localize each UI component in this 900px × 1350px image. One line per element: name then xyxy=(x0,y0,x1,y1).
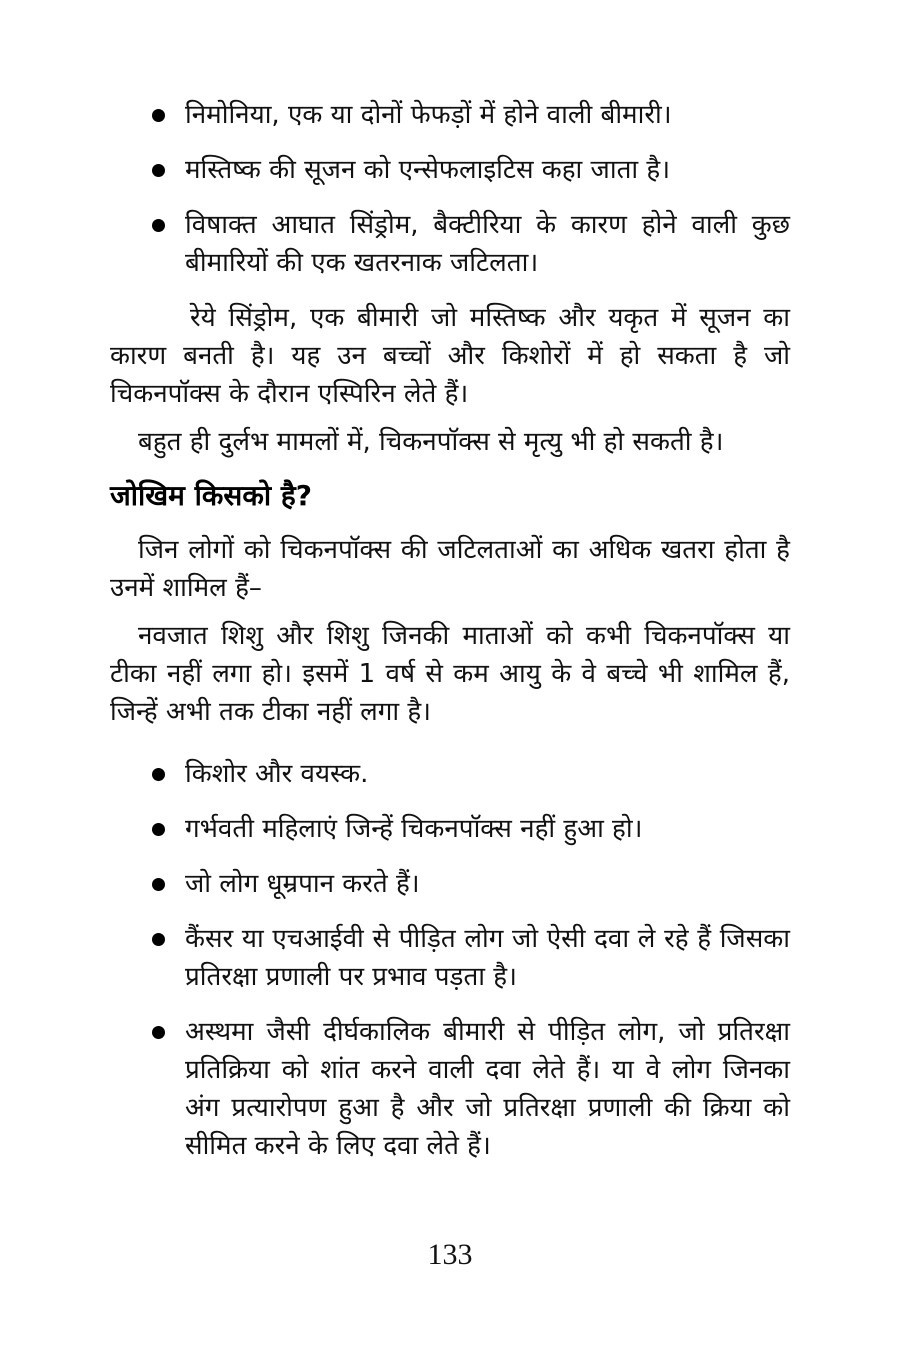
list-item xyxy=(110,1013,790,1165)
list-item xyxy=(110,865,790,903)
risk-groups-bullet-list xyxy=(110,755,790,1165)
paragraph-risk-intro: जिन लोगों को चिकनपॉक्स की जटिलताओं का अधिक खतरा होता है उनमें शामिल हैं– xyxy=(110,535,790,603)
list-item-text: निमोनिया, एक या दोनों फेफड़ों में होने वाली बीमारी। xyxy=(185,100,672,130)
page-number: 133 xyxy=(427,1238,473,1271)
bullet-icon xyxy=(152,933,165,946)
bullet-icon xyxy=(152,878,165,891)
bullet-icon xyxy=(152,1026,165,1039)
list-item-text: किशोर और वयस्क. xyxy=(185,759,369,789)
list-item xyxy=(110,206,790,282)
list-item-text: जो लोग धूम्रपान करते हैं। xyxy=(185,869,420,899)
list-item-text: अस्थमा जैसी दीर्घकालिक बीमारी से पीड़ित लोग, जो प्रतिरक्षा प्रतिक्रिया को शांत करने वाली दवा लेते हैं। या वे लोग जिनका अंग प्रत्यारोपण हुआ है और जो प्रतिरक्षा प्रणाली की क्रिया को सीमित करने के लिए दवा लेते हैं। xyxy=(185,1017,790,1161)
list-item xyxy=(110,755,790,793)
list-item xyxy=(110,151,790,189)
bullet-icon xyxy=(152,164,165,177)
list-item xyxy=(110,810,790,848)
complications-bullet-list xyxy=(110,96,790,282)
paragraph-reye-syndrome: रेये सिंड्रोम, एक बीमारी जो मस्तिष्क और यकृत में सूजन का कारण बनती है। यह उन बच्चों और किशोरों में हो सकता है जो चिकनपॉक्स के दौरान एस्पिरिन लेते हैं। xyxy=(110,303,790,409)
list-item xyxy=(110,96,790,134)
bullet-icon xyxy=(152,823,165,836)
bullet-icon xyxy=(152,109,165,122)
section-heading-risk: जोखिम किसको है? xyxy=(110,479,312,512)
list-item-text: कैंसर या एचआईवी से पीड़ित लोग जो ऐसी दवा ले रहे हैं जिसका प्रतिरक्षा प्रणाली पर प्रभाव पड़ता है। xyxy=(185,924,790,992)
list-item-text: गर्भवती महिलाएं जिन्हें चिकनपॉक्स नहीं हुआ हो। xyxy=(185,814,643,844)
list-item-text: मस्तिष्क की सूजन को एन्सेफलाइटिस कहा जाता है। xyxy=(185,155,671,185)
paragraph-newborns: नवजात शिशु और शिशु जिनकी माताओं को कभी चिकनपॉक्स या टीका नहीं लगा हो। इसमें 1 वर्ष से कम आयु के वे बच्चे भी शामिल हैं, जिन्हें अभी तक टीका नहीं लगा है। xyxy=(110,621,790,727)
bullet-icon xyxy=(152,219,165,232)
paragraph-rare-cases: बहुत ही दुर्लभ मामलों में, चिकनपॉक्स से मृत्यु भी हो सकती है। xyxy=(138,427,724,457)
bullet-icon xyxy=(152,768,165,781)
list-item-text: विषाक्त आघात सिंड्रोम, बैक्टीरिया के कारण होने वाली कुछ बीमारियों की एक खतरनाक जटिलता। xyxy=(185,210,790,278)
list-item xyxy=(110,920,790,996)
